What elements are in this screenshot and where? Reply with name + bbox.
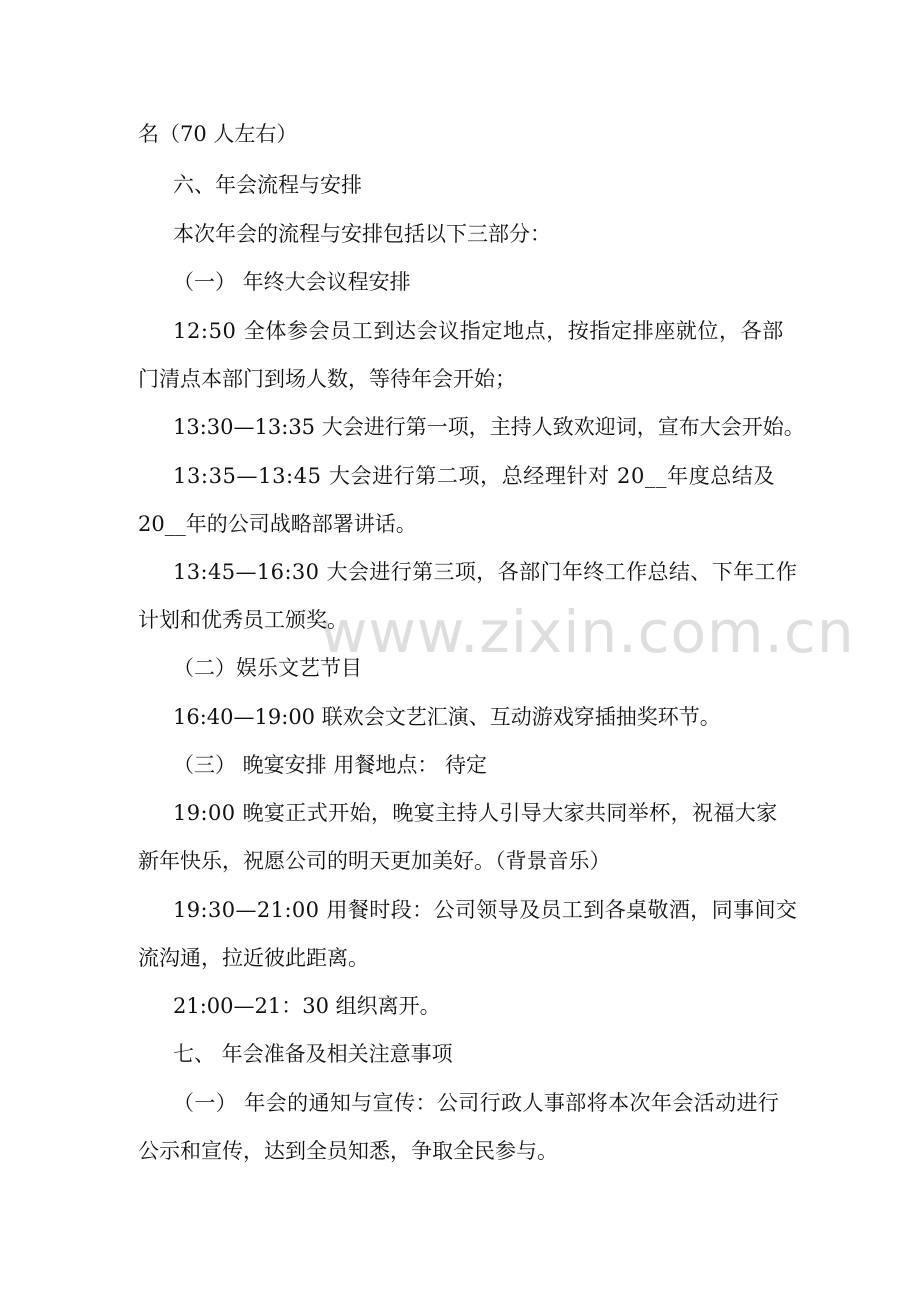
text-line: 本次年会的流程与安排包括以下三部分： — [173, 222, 551, 246]
text-line: 新年快乐，祝愿公司的明天更加美好。（背景音乐） — [138, 849, 611, 873]
text-line: 名（70 人左右） — [138, 122, 298, 146]
text-line: 计划和优秀员工颁奖。 — [138, 608, 348, 632]
text-line: 13:35—13:45 大会进行第二项，总经理针对 20__年度总结及 — [173, 464, 776, 488]
text-line: 公示和宣传，达到全员知悉，争取全民参与。 — [138, 1139, 558, 1163]
watermark: www.zixin.com.cn — [320, 598, 855, 666]
text-line: 13:45—16:30 大会进行第三项，各部门年终工作总结、下年工作 — [173, 560, 798, 584]
text-line: 门清点本部门到场人数，等待年会开始； — [138, 367, 516, 391]
section-heading: 七、 年会准备及相关注意事项 — [173, 1042, 453, 1066]
text-line: 19:00 晚宴正式开始，晚宴主持人引导大家共同举杯，祝福大家 — [173, 801, 778, 825]
subsection-heading: （二）娱乐文艺节目 — [173, 656, 362, 680]
section-heading: 六、年会流程与安排 — [173, 173, 362, 197]
text-line: 流沟通，拉近彼此距离。 — [138, 946, 369, 970]
text-line: 21:00—21：30 组织离开。 — [173, 994, 441, 1018]
text-line: 12:50 全体参会员工到达会议指定地点，按指定排座就位，各部 — [173, 319, 784, 343]
subsection-heading: （一） 年终大会议程安排 — [173, 270, 411, 294]
text-line: 13:30—13:35 大会进行第一项，主持人致欢迎词，宣布大会开始。 — [173, 415, 805, 439]
text-line: 16:40—19:00 联欢会文艺汇演、互动游戏穿插抽奖环节。 — [173, 705, 721, 729]
text-line: 20__年的公司战略部署讲话。 — [138, 512, 417, 536]
subsection-heading: （三） 晚宴安排 用餐地点： 待定 — [173, 753, 488, 777]
text-line: （一） 年会的通知与宣传：公司行政人事部将本次年会活动进行 — [173, 1091, 780, 1115]
text-line: 19:30—21:00 用餐时段：公司领导及员工到各桌敬酒，同事间交 — [173, 898, 798, 922]
